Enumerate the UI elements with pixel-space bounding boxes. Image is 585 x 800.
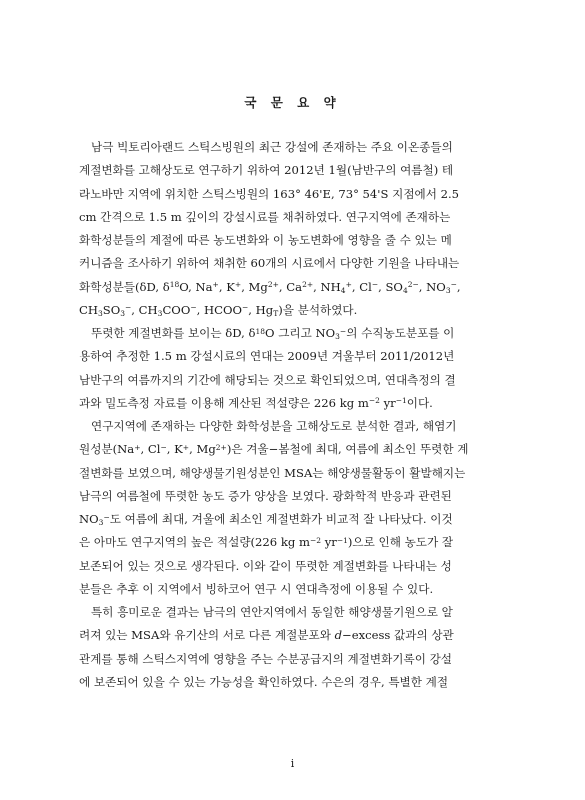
text-line-content: 원성분(Na+, Cl−, K+, $Mg^{2+}$)은 겨울−봄철에 최대, 여름에 최소인 뚜렷한 계	[79, 442, 469, 457]
page-number: i	[290, 757, 295, 770]
text-line-content: 뚜렷한 계절변화를 보이는 δD, $\delta^{18}O$ 그리고 $NO_3^-$의 수직농도분포를 이	[91, 326, 455, 342]
text-line-chemical-list	[79, 299, 508, 322]
text-line	[79, 462, 508, 485]
text-line	[79, 438, 508, 461]
text-line-content: 남극의 여름철에 뚜렷한 농도 증가 양상을 보였다. 광화학적 반응과 관련된	[79, 488, 452, 503]
text-line-content: 특히 흥미로운 결과는 남극의 연안지역에서 동일한 해양생물기원으로 알	[91, 605, 453, 619]
text-line-content: 커니즘을 조사하기 위하여 채취한 60개의 시료에서 다양한 기원을 나타내는	[79, 256, 460, 271]
text-line-content: 화학성분들(δD, $\delta^{18}O$, Na+, K+, $Mg^{2+}$, $Ca^{2+}$, $NH_4^+$, Cl−, $SO_4^{2-}$, $NO_3^-$,	[79, 279, 461, 295]
text-line	[79, 671, 508, 694]
text-line	[79, 183, 508, 206]
text-line-content: 화학성분들의 계절에 따른 농도변화와 이 농도변화에 영향을 줄 수 있는 메	[79, 233, 452, 247]
text-line-content: 절변화를 보였으며, 해양생물기원성분인 MSA는 해양생물활동이 활발해지는	[79, 465, 466, 480]
text-line-content: cm 간격으로 1.5 m 깊이의 강설시료를 채취하였다. 연구지역에 존재하는	[79, 209, 451, 224]
text-line	[79, 531, 508, 554]
text-line	[79, 485, 508, 508]
text-line	[79, 415, 508, 438]
text-line	[79, 345, 508, 368]
text-line-content: 려져 있는 MSA와 유기산의 서로 다른 계절분포와 d−excess 값과의 상관	[79, 628, 454, 643]
page-title: 국 문 요 약	[244, 95, 341, 110]
text-line	[79, 252, 508, 275]
text-line	[79, 392, 508, 415]
text-line-chemical-list	[79, 276, 508, 299]
text-line	[79, 229, 508, 252]
text-line	[79, 322, 508, 345]
text-line	[79, 555, 508, 578]
text-line-content: 계절변화를 고해상도로 연구하기 위하여 2012년 1월(남반구의 여름철) 테	[79, 163, 454, 178]
text-line-content: 에 보존되어 있을 수 있는 가능성을 확인하였다. 수은의 경우, 특별한 계절	[79, 674, 449, 689]
text-line-content: $NO_3^-$도 여름에 최대, 겨울에 최소인 계절변화가 비교적 잘 나타났다. 이것	[79, 512, 453, 528]
text-line-content: 은 아마도 연구지역의 높은 적설량(226 kg $m^{-2}$ $yr^{-1}$)으로 인해 농도가 잘	[79, 535, 454, 550]
text-line	[79, 578, 508, 601]
text-line-content: 보존되어 있는 것으로 생각된다. 이와 같이 뚜렷한 계절변화를 나타내는 성	[79, 558, 452, 573]
text-line	[79, 648, 508, 671]
text-line	[79, 159, 508, 182]
text-line	[79, 601, 508, 624]
text-line-content: 과와 밀도측정 자료를 이용해 계산된 적설량은 226 kg $m^{-2}$ $yr^{-1}$이다.	[79, 395, 433, 410]
text-line-content: 라노바만 지역에 위치한 스틱스빙원의 163° 46'E, 73° 54'S 지점에서 2.5	[79, 186, 460, 201]
text-line-content: 분들은 추후 이 지역에서 빙하코어 연구 시 연대측정에 이용될 수 있다.	[79, 581, 434, 596]
text-line-content: 용하여 추정한 1.5 m 강설시료의 연대는 2009년 겨울부터 2011/2012년	[79, 349, 455, 364]
text-line-content: 연구지역에 존재하는 다양한 화학성분을 고해상도로 분석한 결과, 해염기	[91, 419, 457, 433]
text-line-content: 남극 빅토리아랜드 스틱스빙원의 최근 강설에 존재하는 주요 이온종들의	[91, 140, 453, 154]
text-line	[79, 508, 508, 531]
abstract-body	[79, 136, 508, 694]
text-line-content: $CH_3SO_3^-$, $CH_3COO^-$, HCOO−, $Hg_T$)을 분석하였다.	[79, 302, 358, 318]
text-line	[79, 624, 508, 647]
text-line	[79, 369, 508, 392]
text-line	[79, 136, 508, 159]
text-line-content: 관계를 통해 스틱스지역에 영향을 주는 수분공급지의 계절변화기록이 강설	[79, 651, 452, 666]
text-line-content: 남반구의 여름까지의 기간에 해당되는 것으로 확인되었으며, 연대측정의 결	[79, 372, 456, 387]
text-line	[79, 206, 508, 229]
